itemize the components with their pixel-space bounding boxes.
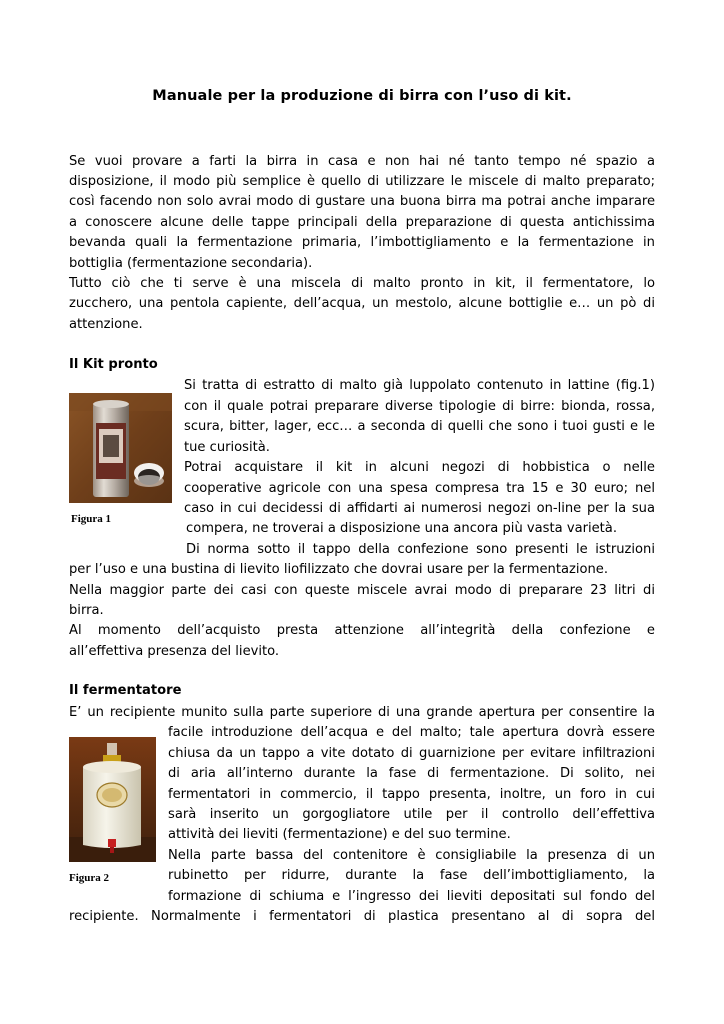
fermentatore-line: Nella parte bassa del contenitore è consigliabile la presenza di un — [168, 848, 655, 863]
intro-line: Se vuoi provare a farti la birra in casa e non hai né tanto tempo né spazio a — [69, 154, 655, 169]
page-title: Manuale per la produzione di birra con l’uso di kit. — [152, 88, 572, 104]
kit-line: Di norma sotto il tappo della confezione sono presenti le istruzioni — [186, 542, 655, 557]
intro-line: così facendo non solo avrai modo di gustare una buona birra ma potrai anche imparare — [69, 194, 655, 209]
intro-line: disposizione, il modo più semplice è quello di utilizzare le miscele di malto preparato; — [69, 174, 655, 189]
kit-line: Si tratta di estratto di malto già luppolato contenuto in lattine (fig.1) — [184, 378, 655, 393]
kit-line: all’effettiva presenza del lievito. — [69, 644, 280, 659]
fermenter-photo — [69, 737, 156, 862]
fermentatore-line: chiusa da un tappo a vite dotato di guarnizione per evitare infiltrazioni — [168, 746, 655, 761]
fermentatore-line: E’ un recipiente munito sulla parte superiore di una grande apertura per consentire la — [69, 705, 655, 720]
figure-caption: Figura 1 — [71, 513, 112, 525]
kit-line: per l’uso e una bustina di lievito liofilizzato che dovrai usare per la fermentazione. — [69, 562, 609, 577]
intro-line: bevanda quali la fermentazione primaria, l’imbottigliamento e la fermentazione in — [69, 235, 655, 250]
fermentatore-line: recipiente. Normalmente i fermentatori di plastica presentano al di sopra del — [69, 909, 655, 924]
kit-line: Potrai acquistare il kit in alcuni negozi di hobbistica o nelle — [184, 460, 655, 475]
kit-line: Nella maggior parte dei casi con queste miscele avrai modo di preparare 23 litri di — [69, 583, 655, 598]
kit-line: compera, ne troverai a disposizione una ancora più vasta varietà. — [186, 521, 617, 536]
intro-line: Tutto ciò che ti serve è una miscela di malto pronto in kit, il fermentatore, lo — [69, 276, 655, 291]
figure-caption: Figura 2 — [69, 872, 110, 884]
fermentatore-line: facile introduzione dell’acqua e del malto; tale apertura dovrà essere — [168, 725, 655, 740]
kit-line: con il quale potrai preparare diverse tipologie di birre: bionda, rossa, — [184, 399, 655, 414]
fermentatore-line: sarà inserito un gorgogliatore utile per il controllo dell’effettiva — [168, 807, 655, 822]
kit-line: Al momento dell’acquisto presta attenzione all’integrità della confezione e — [69, 623, 655, 638]
section-heading-fermentatore: Il fermentatore — [69, 683, 182, 698]
section-heading-kit: Il Kit pronto — [69, 357, 158, 372]
fermentatore-line: attività dei lieviti (fermentazione) e del suo termine. — [168, 827, 511, 842]
kit-line: birra. — [69, 603, 104, 618]
fermentatore-line: formazione di schiuma e l’ingresso dei lieviti depositati sul fondo del — [168, 889, 655, 904]
intro-line: a conoscere alcune delle tappe principali della preparazione di questa antichissima — [69, 215, 655, 230]
fermentatore-line: di aria all’interno durante la fase di fermentazione. Di solito, nei — [168, 766, 655, 781]
intro-line: bottiglia (fermentazione secondaria). — [69, 256, 313, 271]
intro-line: attenzione. — [69, 317, 143, 332]
kit-line: tue curiosità. — [184, 440, 270, 455]
fermentatore-line: fermentatori in commercio, il tappo presenta, inoltre, un foro in cui — [168, 787, 655, 802]
fermentatore-line: rubinetto per ridurre, durante la fase dell’imbottigliamento, la — [168, 868, 655, 883]
kit-line: scura, bitter, lager, ecc… a seconda di quelli che sono i tuoi gusti e le — [184, 419, 655, 434]
kit-line: cooperative agricole con una spesa compresa tra 15 e 30 euro; nel — [184, 481, 655, 496]
kit-can-photo — [69, 393, 172, 503]
intro-line: zucchero, una pentola capiente, dell’acqua, un mestolo, alcune bottiglie e… un pò di — [69, 296, 655, 311]
kit-line: caso in cui decidessi di affidarti ai numerosi negozi on-line per la sua — [184, 501, 655, 516]
